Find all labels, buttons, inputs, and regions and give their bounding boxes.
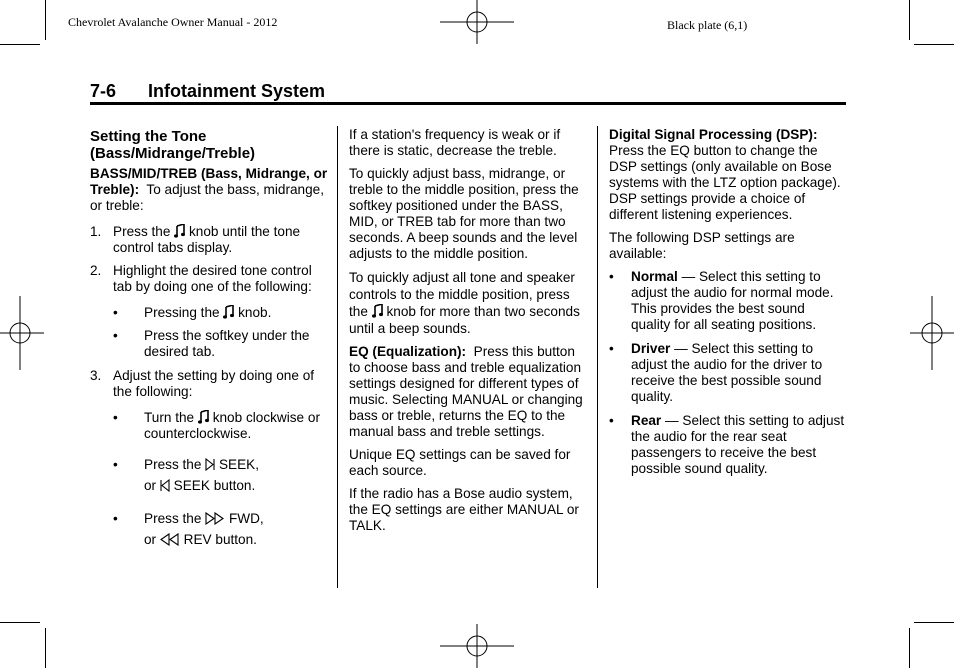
bullet-text-end: REV button. <box>183 532 257 547</box>
crop-mark-top-right-v <box>909 0 910 40</box>
fast-forward-icon <box>205 512 225 525</box>
step-2-bullet-1 <box>90 305 330 321</box>
section-title: Infotainment System <box>148 81 326 101</box>
rewind-icon <box>160 533 180 546</box>
bullet: • <box>609 341 614 356</box>
tone-heading: Setting the Tone (Bass/Midrange/Treble) <box>90 128 256 162</box>
bullet-text: Press the <box>144 457 202 472</box>
dsp-driver-item <box>609 341 845 405</box>
bullet-text: Press the softkey under the desired tab. <box>144 328 310 359</box>
column-divider-2 <box>597 126 598 588</box>
music-note-icon <box>223 305 234 319</box>
music-note-icon <box>198 410 209 424</box>
step-2-bullet-2 <box>90 328 330 360</box>
treble-paragraph: If a station's frequency is weak or if there is static, decrease the treble. <box>349 127 561 158</box>
seek-down-icon <box>160 479 170 492</box>
column-2 <box>349 127 585 541</box>
bullet-text: Pressing the <box>144 305 220 320</box>
bullet-text-cont: knob clockwise or counterclockwise. <box>144 410 320 441</box>
bullet-text: Press the <box>144 511 202 526</box>
bullet-text: Turn the <box>144 410 195 425</box>
bullet: • <box>113 457 118 472</box>
crop-mark-bottom-right-v <box>909 628 910 668</box>
registration-mark-left-icon <box>0 296 44 370</box>
manual-title: Chevrolet Avalanche Owner Manual - 2012 <box>68 15 278 29</box>
step-text: Adjust the setting by doing one of the following: <box>113 368 315 399</box>
music-note-icon <box>174 224 185 238</box>
dsp-rear-label: Rear <box>631 413 662 428</box>
bullet-text-end: SEEK button. <box>173 478 256 493</box>
dsp-label: Digital Signal Processing (DSP): <box>609 127 818 142</box>
bullet: • <box>113 328 118 343</box>
bullet-text-cont: knob. <box>238 305 272 320</box>
dsp-driver-text: — Select this setting to adjust the audio for the driver to receive the best possible sound quality. <box>631 341 823 404</box>
eq-paragraph <box>349 344 585 440</box>
step-text-cont: knob until the tone control tabs display. <box>113 224 301 255</box>
bullet-text-or: or <box>144 478 157 493</box>
reset-tone-text-cont: knob for more than two seconds until a beep sounds. <box>349 304 580 336</box>
dsp-paragraph <box>609 127 845 223</box>
tone-intro <box>90 166 330 214</box>
music-note-icon <box>372 304 383 318</box>
bose-paragraph: If the radio has a Bose audio system, the EQ settings are either MANUAL or TALK. <box>349 486 579 533</box>
eq-text: Press this button to choose bass and treble equalization settings designed for different types of music. Selecting MANUAL or changing bass or treble, returns the EQ to the manual bass and treble settings. <box>349 344 583 439</box>
crop-mark-bottom-left-v <box>45 628 46 668</box>
dsp-text: Press the EQ button to change the DSP settings (only available on Bose systems with the LTZ option package). DSP settings provide a choice of different listening experiences. <box>609 143 841 222</box>
column-3 <box>609 127 845 485</box>
dsp-normal-text: — Select this setting to adjust the audio for normal mode. This provides the best sound quality for all seating positions. <box>631 269 834 332</box>
dsp-available-paragraph: The following DSP settings are available: <box>609 230 795 261</box>
section-rule <box>90 102 846 105</box>
reset-tone-text: To quickly adjust all tone and speaker controls to the middle position, press the <box>349 270 575 319</box>
crop-mark-top-right-h <box>914 44 954 45</box>
crop-mark-top-left-v <box>45 0 46 40</box>
bullet: • <box>609 413 614 428</box>
unique-eq-paragraph: Unique EQ settings can be saved for each source. <box>349 447 571 478</box>
crop-mark-bottom-left-h <box>0 622 40 623</box>
bullet-text-cont: FWD, <box>228 511 264 526</box>
registration-mark-bottom-icon <box>440 624 514 668</box>
step-2 <box>90 263 330 295</box>
dsp-driver-label: Driver <box>631 341 671 356</box>
step-3-bullet-3 <box>90 508 330 550</box>
tone-intro-text: To adjust the bass, midrange, or treble: <box>90 182 324 213</box>
middle-position-paragraph: To quickly adjust bass, midrange, or treble to the middle position, press the softkey positioned under the BASS, MID, or TREB tab for more than two seconds. A beep sounds and the level adjusts to the middle position. <box>349 166 579 261</box>
registration-mark-right-icon <box>910 296 954 370</box>
bullet-text-or: or <box>144 532 157 547</box>
step-number: 2. <box>90 263 102 278</box>
step-text: Highlight the desired tone control tab by doing one of the following: <box>113 263 312 294</box>
step-3-bullet-1 <box>90 410 330 442</box>
bullet: • <box>113 410 118 425</box>
dsp-rear-text: — Select this setting to adjust the audio for the rear seat passengers to receive the best possible sound quality. <box>631 413 845 476</box>
plate-label: Black plate (6,1) <box>667 18 748 32</box>
tone-intro-label: BASS/MID/TREB (Bass, Midrange, or Treble): <box>90 166 328 197</box>
crop-mark-top-left-h <box>0 44 40 45</box>
reset-tone-paragraph <box>349 269 585 337</box>
step-3 <box>90 368 330 400</box>
bullet: • <box>609 269 614 284</box>
dsp-rear-item <box>609 413 845 477</box>
column-1 <box>90 128 330 557</box>
section-number: 7-6 <box>90 81 117 101</box>
eq-label: EQ (Equalization): <box>349 344 467 359</box>
bullet-text-cont: SEEK, <box>218 457 260 472</box>
registration-mark-top-icon <box>440 0 514 44</box>
bullet: • <box>113 511 118 526</box>
bullet: • <box>113 305 118 320</box>
step-number: 3. <box>90 368 102 383</box>
step-1 <box>90 224 330 256</box>
seek-up-icon <box>205 458 215 471</box>
column-divider-1 <box>337 126 338 588</box>
step-number: 1. <box>90 224 102 239</box>
dsp-normal-label: Normal <box>631 269 678 284</box>
dsp-normal-item <box>609 269 845 333</box>
step-text: Press the <box>113 224 171 239</box>
crop-mark-bottom-right-h <box>914 622 954 623</box>
step-3-bullet-2 <box>90 454 330 496</box>
